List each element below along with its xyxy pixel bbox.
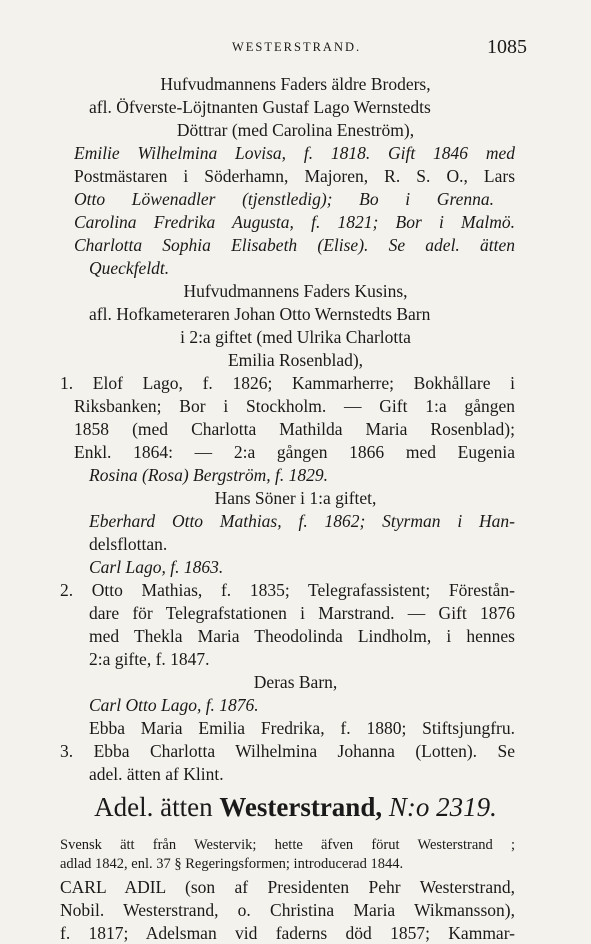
- section-body-line: Nobil. Westerstrand, o. Christina Maria Wikmansson),: [60, 900, 515, 920]
- text-line: 2. Otto Mathias, f. 1835; Telegrafassistent; Förestån-: [60, 580, 515, 600]
- section-body-line: CARL ADIL (son af Presidenten Pehr Westerstrand,: [60, 877, 515, 897]
- text-line: 1. Elof Lago, f. 1826; Kammarherre; Bokhållare i: [60, 373, 515, 393]
- page-number: 1085: [487, 36, 527, 58]
- text-line: delsflottan.: [89, 534, 168, 554]
- text-line: 2:a gifte, f. 1847.: [89, 649, 210, 669]
- section-heading: [0, 792, 591, 823]
- text-line: Emilia Rosenblad),: [227, 350, 364, 370]
- text-line: Hufvudmannens Faders Kusins,: [183, 281, 408, 301]
- section-intro-line: Svensk ätt från Westervik; hette äfven förut Westerstrand ;: [60, 837, 515, 853]
- section-intro-line: adlad 1842, enl. 37 § Regeringsformen; introducerad 1844.: [60, 856, 404, 872]
- text-line: 1858 (med Charlotta Mathilda Maria Rosenblad);: [74, 419, 515, 439]
- text-line: Hans Söner i 1:a giftet,: [214, 488, 377, 508]
- text-line: Carl Otto Lago, f. 1876.: [89, 695, 259, 715]
- text-line: Riksbanken; Bor i Stockholm. — Gift 1:a gången: [74, 396, 515, 416]
- text-line: Charlotta Sophia Elisabeth (Elise). Se adel. ätten: [74, 235, 515, 255]
- text-line: Emilie Wilhelmina Lovisa, f. 1818. Gift 1846 med: [74, 143, 515, 163]
- text-line: Döttrar (med Carolina Eneström),: [176, 120, 415, 140]
- text-line: i 2:a giftet (med Ulrika Charlotta: [180, 327, 411, 347]
- text-line: med Thekla Maria Theodolinda Lindholm, i hennes: [89, 626, 515, 646]
- running-title: WESTERSTRAND.: [232, 40, 362, 54]
- heading-number: N:o 2319.: [382, 792, 497, 822]
- running-head: [0, 38, 591, 60]
- text-line: afl. Hofkameteraren Johan Otto Wernstedts Barn: [89, 304, 431, 324]
- heading-prefix: Adel. ätten: [94, 792, 220, 822]
- text-line: adel. ätten af Klint.: [89, 764, 224, 784]
- text-line: 3. Ebba Charlotta Wilhelmina Johanna (Lotten). Se: [60, 741, 515, 761]
- text-line: Otto Löwenadler (tjenstledig); Bo i Grenna.: [74, 189, 494, 209]
- text-line: Rosina (Rosa) Bergström, f. 1829.: [89, 465, 328, 485]
- text-line: dare för Telegrafstationen i Marstrand. — Gift 1876: [89, 603, 515, 623]
- text-line: Eberhard Otto Mathias, f. 1862; Styrman i Han-: [89, 511, 515, 531]
- text-line: Queckfeldt.: [89, 258, 170, 278]
- text-line: Ebba Maria Emilia Fredrika, f. 1880; Stiftsjungfru.: [89, 718, 515, 738]
- section-body-line: f. 1817; Adelsman vid faderns död 1857; Kammar-: [60, 923, 515, 943]
- text-line: Carolina Fredrika Augusta, f. 1821; Bor i Malmö.: [74, 212, 515, 232]
- heading-family-name: Westerstrand,: [219, 792, 383, 822]
- text-line: Hufvudmannens Faders äldre Broders,: [160, 74, 431, 94]
- text-line: Postmästaren i Söderhamn, Majoren, R. S. O., Lars: [74, 166, 515, 186]
- text-line: Enkl. 1864: — 2:a gången 1866 med Eugenia: [74, 442, 515, 462]
- text-line: afl. Öfverste-Löjtnanten Gustaf Lago Wernstedts: [89, 97, 431, 117]
- text-line: Carl Lago, f. 1863.: [89, 557, 224, 577]
- text-line: Deras Barn,: [253, 672, 338, 692]
